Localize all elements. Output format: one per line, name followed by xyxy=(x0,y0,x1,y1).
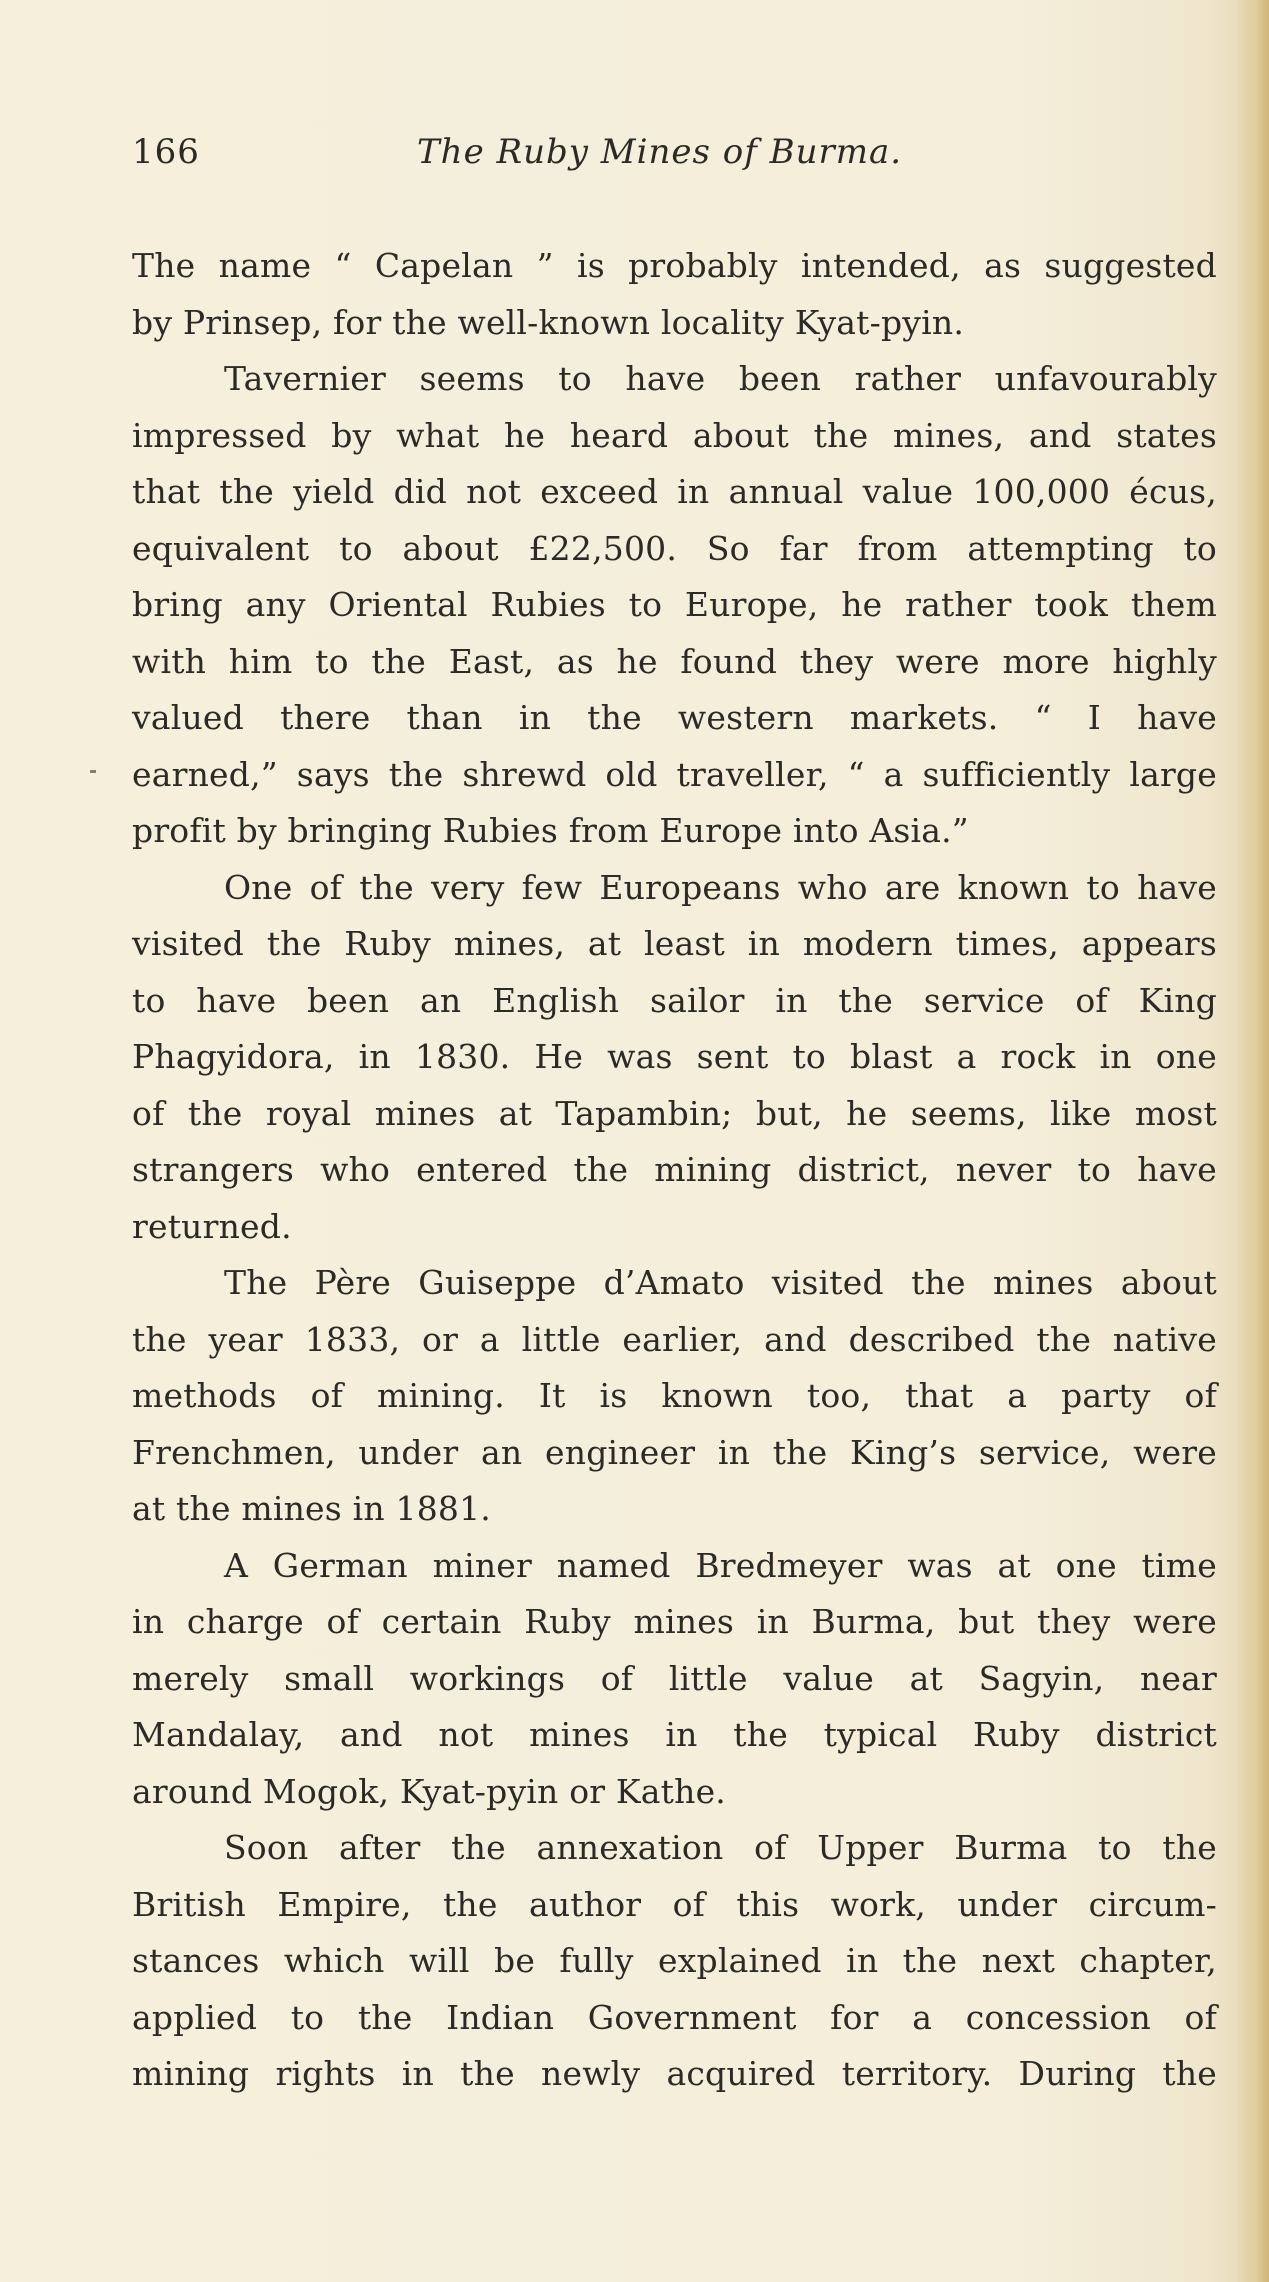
text-line: to have been an English sailor in the service of King xyxy=(132,980,1217,1020)
page-edge-shading xyxy=(1235,0,1269,2282)
text-line: visited the Ruby mines, at least in modern times, appears xyxy=(132,924,1217,963)
text-line: of the royal mines at Tapambin; but, he seems, like most xyxy=(132,1093,1217,1133)
text-line: stances which will be fully explained in the next chapter, xyxy=(132,1941,1217,1980)
text-line: Tavernier seems to have been rather unfavourably xyxy=(224,359,1217,398)
text-line: in charge of certain Ruby mines in Burma, but they were xyxy=(132,1602,1217,1641)
text-line: the year 1833, or a little earlier, and described the native xyxy=(132,1319,1217,1359)
text-line: strangers who entered the mining district, never to have xyxy=(132,1150,1217,1189)
text-line: Phagyidora, in 1830. He was sent to blast a rock in one xyxy=(132,1037,1217,1076)
text-line: Soon after the annexation of Upper Burma to the xyxy=(224,1828,1217,1867)
running-title: The Ruby Mines of Burma. xyxy=(417,132,903,172)
text-line: applied to the Indian Government for a concession of xyxy=(132,1997,1217,2037)
text-line: Mandalay, and not mines in the typical Ruby district xyxy=(132,1715,1217,1754)
text-line: around Mogok, Kyat-pyin or Kathe. xyxy=(132,1771,726,1811)
text-line: The name “ Capelan ” is probably intended, as suggested xyxy=(132,246,1217,285)
text-line: mining rights in the newly acquired territory. During the xyxy=(132,2054,1217,2093)
text-line: Frenchmen, under an engineer in the King’s service, were xyxy=(132,1432,1217,1472)
text-line: by Prinsep, for the well-known locality Kyat-pyin. xyxy=(132,302,965,342)
text-line: impressed by what he heard about the mines, and states xyxy=(132,415,1217,455)
page-header xyxy=(132,132,1132,182)
margin-mark xyxy=(90,770,96,773)
text-line: returned. xyxy=(132,1206,292,1246)
text-line: One of the very few Europeans who are known to have xyxy=(224,867,1217,907)
text-line: equivalent to about £22,500. So far from attempting to xyxy=(132,528,1217,568)
text-line: earned,” says the shrewd old traveller, “ a sufficiently large xyxy=(132,754,1217,794)
text-line: The Père Guiseppe d’Amato visited the mines about xyxy=(224,1263,1217,1302)
text-line: valued there than in the western markets. “ I have xyxy=(132,698,1217,737)
text-line: at the mines in 1881. xyxy=(132,1489,491,1528)
text-line: that the yield did not exceed in annual value 100,000 écus, xyxy=(132,472,1217,511)
text-line: profit by bringing Rubies from Europe into Asia.” xyxy=(132,811,969,850)
text-line: with him to the East, as he found they were more highly xyxy=(132,641,1217,681)
text-line: A German miner named Bredmeyer was at one time xyxy=(224,1545,1217,1585)
text-line: merely small workings of little value at Sagyin, near xyxy=(132,1658,1217,1698)
body-text xyxy=(132,238,1217,2103)
page-number: 166 xyxy=(132,132,200,172)
text-line: bring any Oriental Rubies to Europe, he rather took them xyxy=(132,585,1217,624)
text-line: British Empire, the author of this work, under circum- xyxy=(132,1884,1217,1924)
text-line: methods of mining. It is known too, that a party of xyxy=(132,1376,1217,1415)
